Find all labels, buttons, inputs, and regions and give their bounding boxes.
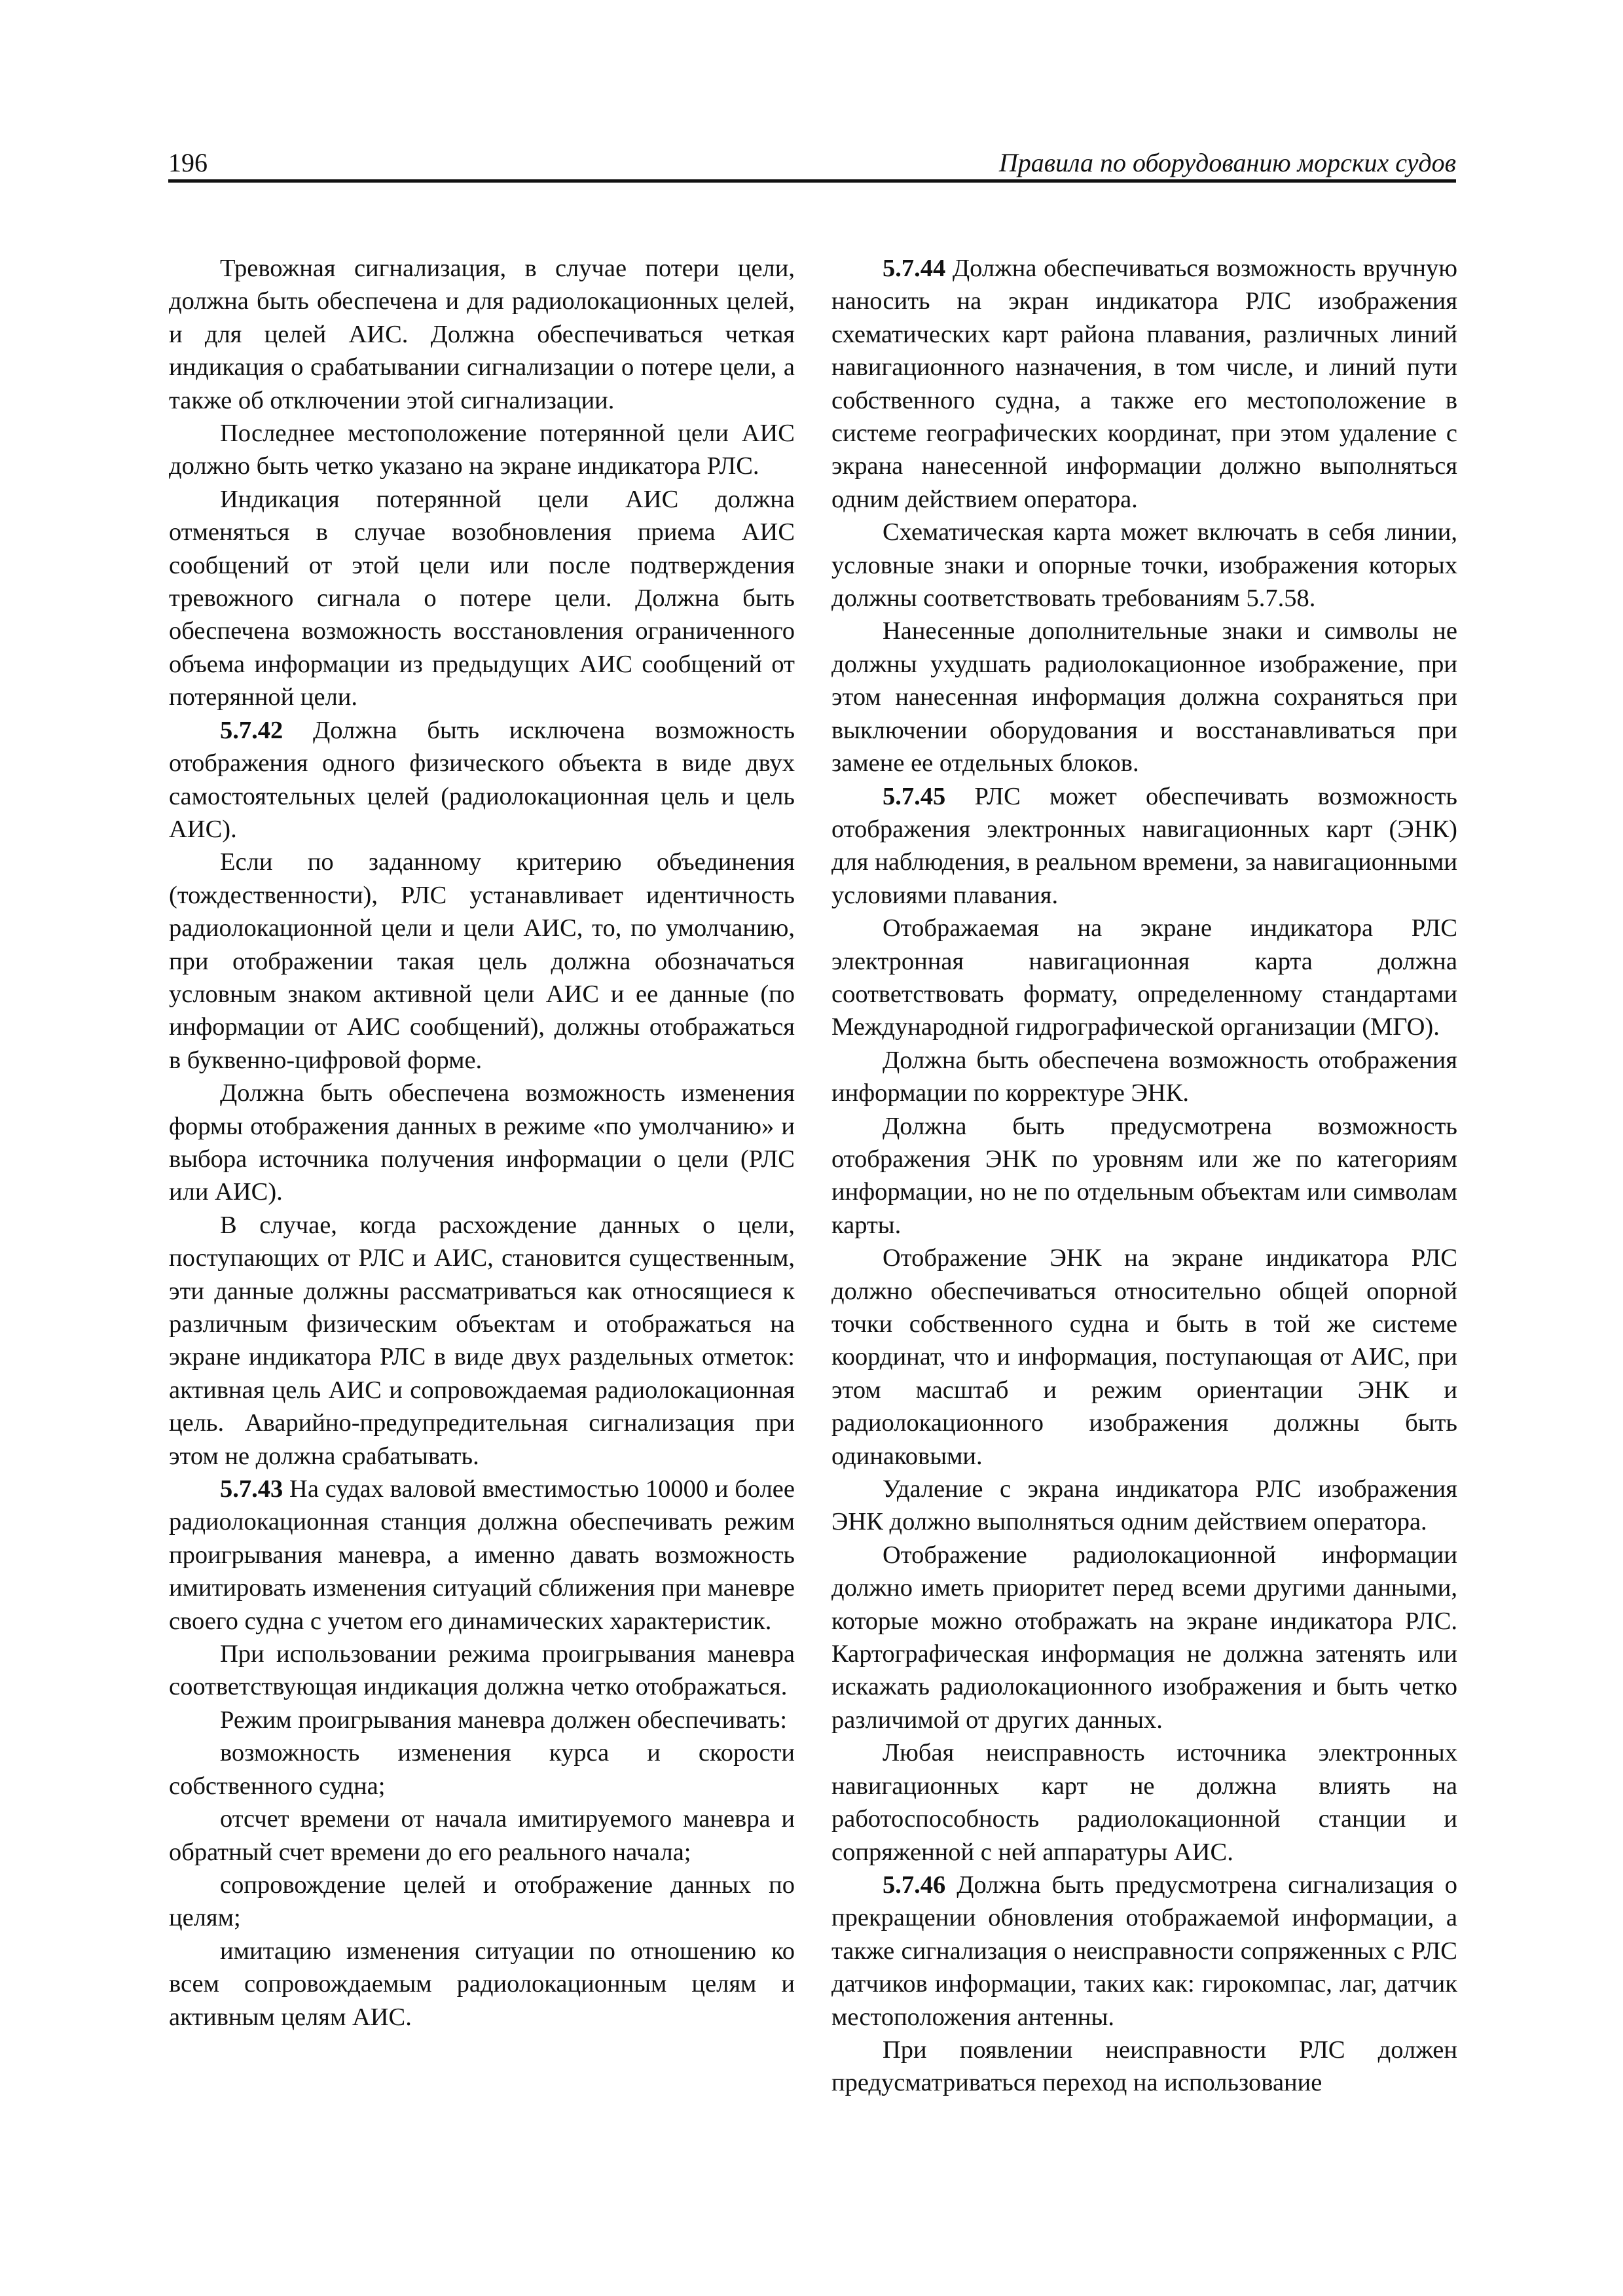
section-number: 5.7.46 xyxy=(883,1871,946,1899)
paragraph xyxy=(169,1473,795,1638)
paragraph xyxy=(169,1704,795,1736)
paragraph xyxy=(169,1869,795,1935)
paragraph xyxy=(831,1110,1457,1242)
paragraph-text: На судах валовой вместимостью 10000 и более радиолокационная станция должна обеспечивать режим проигрывания маневра, а именно давать возможность имитировать изменения ситуаций сближения при маневре своего судна с учетом его динамических характеристик. xyxy=(169,1475,795,1635)
paragraph-text: Должна быть исключена возможность отображения одного физического объекта в виде двух самостоятельных целей (радиолокационная цель и цель АИС). xyxy=(169,716,795,843)
page-header xyxy=(168,147,1456,179)
paragraph xyxy=(169,252,795,417)
paragraph-text: Схематическая карта может включать в себя линии, условные знаки и опорные точки, изображения которых должны соответствовать требованиям 5.7.58. xyxy=(831,518,1457,613)
paragraph xyxy=(831,1044,1457,1110)
paragraph-text: При использовании режима проигрывания маневра соответствующая индикация должна четко отображаться. xyxy=(169,1640,795,1701)
section-number: 5.7.43 xyxy=(220,1475,283,1503)
paragraph-text: Режим проигрывания маневра должен обеспечивать: xyxy=(220,1706,788,1734)
paragraph xyxy=(169,1803,795,1869)
paragraph xyxy=(169,483,795,714)
paragraph xyxy=(169,1209,795,1473)
paragraph xyxy=(169,846,795,1077)
section-number: 5.7.42 xyxy=(220,716,283,744)
left-column xyxy=(169,252,795,2034)
paragraph xyxy=(169,1736,795,1803)
paragraph-text: Последнее местоположение потерянной цели АИС должно быть четко указано на экране индикатора РЛС. xyxy=(169,420,795,480)
paragraph xyxy=(831,516,1457,615)
paragraph xyxy=(831,1242,1457,1473)
paragraph xyxy=(169,1638,795,1704)
paragraph-text: Отображаемая на экране индикатора РЛС электронная навигационная карта должна соответствовать формату, определенному стандартами Международной гидрографической организации (МГО). xyxy=(831,914,1457,1041)
paragraph-text: Индикация потерянной цели АИС должна отменяться в случае возобновления приема АИС сообщений от этой цели или после подтверждения тревожного сигнала о потере цели. Должна быть обеспечена возможность восстановления ограниченного объема информации из предыдущих АИС сообщений от потерянной цели. xyxy=(169,485,795,711)
paragraph xyxy=(831,780,1457,912)
paragraph xyxy=(831,912,1457,1044)
paragraph xyxy=(831,1869,1457,2034)
paragraph-text: сопровождение целей и отображение данных по целям; xyxy=(169,1871,795,1932)
paragraph-text: РЛС может обеспечивать возможность отображения электронных навигационных карт (ЭНК) для наблюдения, в реальном времени, за навигационными условиями плавания. xyxy=(831,782,1457,909)
paragraph-text: Любая неисправность источника электронных навигационных карт не должна влиять на работоспособность радиолокационной станции и сопряженной с ней аппаратуры АИС. xyxy=(831,1739,1457,1866)
paragraph-text: Если по заданному критерию объединения (тождественности), РЛС устанавливает идентичность радиолокационной цели и цели АИС, то, по умолчанию, при отображении такая цель должна обозначаться условным знаком активной цели АИС и ее данные (по информации от АИС сообщений), должны отображаться в буквенно-цифровой форме. xyxy=(169,848,795,1074)
paragraph xyxy=(831,1473,1457,1539)
paragraph-text: возможность изменения курса и скорости собственного судна; xyxy=(169,1739,795,1800)
paragraph xyxy=(831,615,1457,780)
paragraph-text: В случае, когда расхождение данных о цели, поступающих от РЛС и АИС, становится существенным, эти данные должны рассматриваться как относящиеся к различным физическим объектам и отображаться на экране индикатора РЛС в виде двух раздельных отметок: активная цель АИС и сопровождаемая радиолокационная цель. Аварийно-предупредительная сигнализация при этом не должна срабатывать. xyxy=(169,1211,795,1470)
paragraph xyxy=(831,252,1457,516)
paragraph xyxy=(169,1935,795,2034)
paragraph-text: Должна обеспечиваться возможность вручную наносить на экран индикатора РЛС изображения схематических карт района плавания, различных линий навигационного назначения, в том числе, и линий пути собственного судна, а также его местоположение в системе географических координат, при этом удаление с экрана нанесенной информации должно выполняться одним действием оператора. xyxy=(831,255,1457,513)
paragraph-text: При появлении неисправности РЛС должен предусматриваться переход на использование xyxy=(831,2036,1457,2097)
paragraph-text: Тревожная сигнализация, в случае потери цели, должна быть обеспечена и для радиолокационных целей, и для целей АИС. Должна обеспечиваться четкая индикация о срабатывании сигнализации о потере цели, а также об отключении этой сигнализации. xyxy=(169,255,795,414)
paragraph xyxy=(169,714,795,846)
paragraph-text: Должна быть предусмотрена сигнализация о прекращении обновления отображаемой информации, а также сигнализация о неисправности сопряженных с РЛС датчиков информации, таких как: гирокомпас, лаг, датчик местоположения антенны. xyxy=(831,1871,1457,2031)
paragraph-text: Должна быть обеспечена возможность отображения информации по корректуре ЭНК. xyxy=(831,1046,1457,1107)
right-column xyxy=(831,252,1457,2100)
header-rule xyxy=(168,179,1456,183)
paragraph-text: Должна быть предусмотрена возможность отображения ЭНК по уровням или же по категориям информации, но не по отдельным объектам или символам карты. xyxy=(831,1112,1457,1239)
paragraph xyxy=(831,2034,1457,2100)
paragraph-text: имитацию изменения ситуации по отношению ко всем сопровождаемым радиолокационным целям и активным целям АИС. xyxy=(169,1937,795,2031)
section-number: 5.7.45 xyxy=(883,782,946,810)
running-title: Правила по оборудованию морских судов xyxy=(998,148,1456,177)
paragraph xyxy=(831,1736,1457,1869)
paragraph-text: Должна быть обеспечена возможность изменения формы отображения данных в режиме «по умолчанию» и выбора источника получения информации о цели (РЛС или АИС). xyxy=(169,1079,795,1206)
paragraph xyxy=(169,1077,795,1209)
page-number: 196 xyxy=(168,148,208,177)
paragraph-text: отсчет времени от начала имитируемого маневра и обратный счет времени до его реального начала; xyxy=(169,1805,795,1866)
paragraph xyxy=(831,1539,1457,1736)
section-number: 5.7.44 xyxy=(883,255,946,282)
paragraph-text: Нанесенные дополнительные знаки и символы не должны ухудшать радиолокационное изображение, при этом нанесенная информация должна сохраняться при выключении оборудования и восстанавливаться при замене ее отдельных блоков. xyxy=(831,617,1457,778)
paragraph-text: Отображение ЭНК на экране индикатора РЛС должно обеспечиваться относительно общей опорной точки собственного судна и быть в той же системе координат, что и информация, поступающая от АИС, при этом масштаб и режим ориентации ЭНК и радиолокационного изображения должны быть одинаковыми. xyxy=(831,1244,1457,1470)
paragraph-text: Отображение радиолокационной информации должно иметь приоритет перед всеми другими данными, которые можно отображать на экране индикатора РЛС. Картографическая информация не должна затенять или искажать радиолокационного изображения и быть четко различимой от других данных. xyxy=(831,1541,1457,1734)
paragraph-text: Удаление с экрана индикатора РЛС изображения ЭНК должно выполняться одним действием оператора. xyxy=(831,1475,1457,1536)
paragraph xyxy=(169,417,795,483)
